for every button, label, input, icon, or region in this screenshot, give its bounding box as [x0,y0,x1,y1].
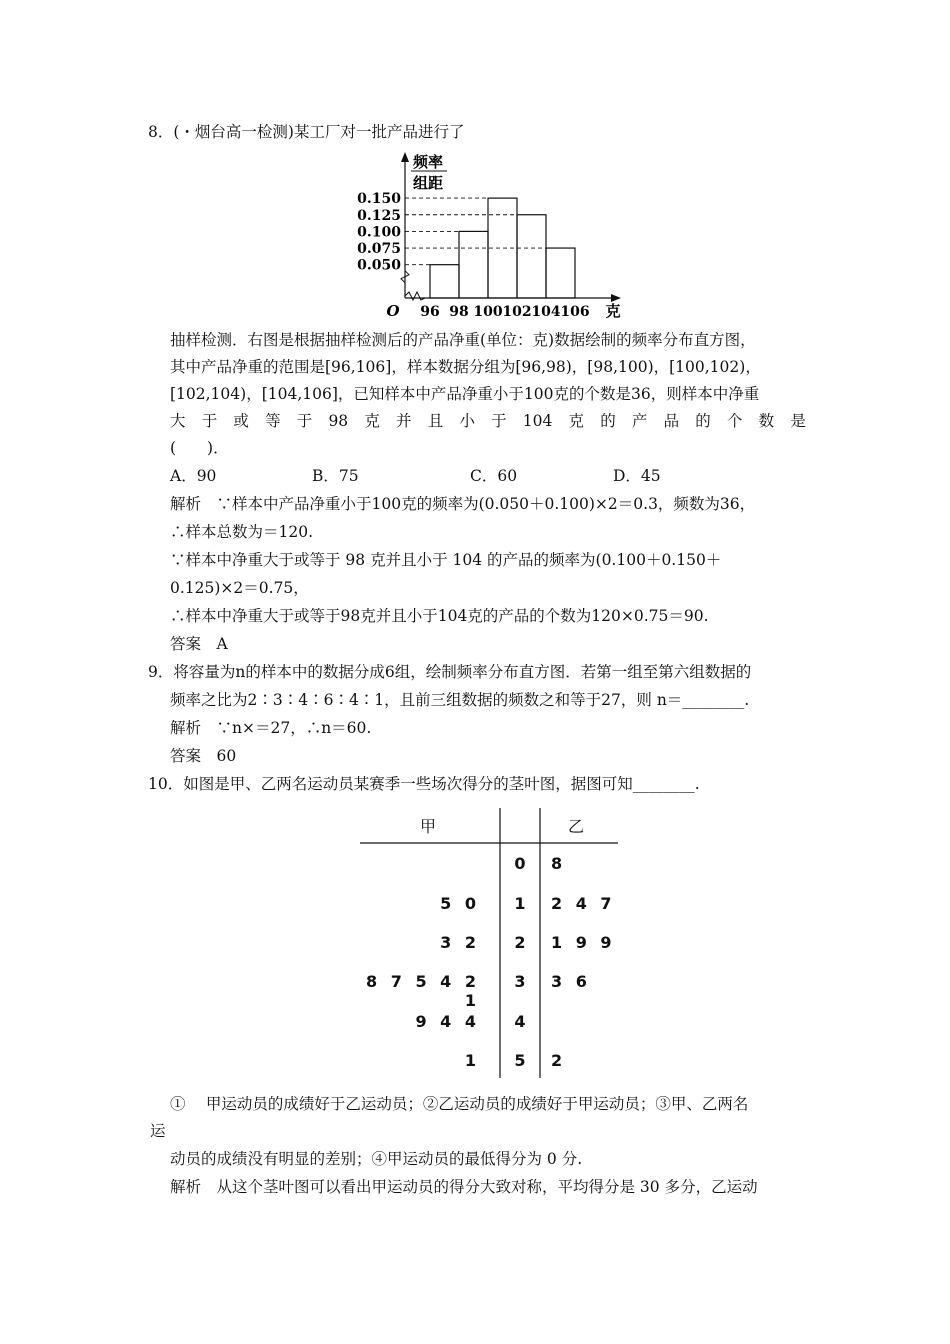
q10-options-line-1: ① 甲运动员的成绩好于乙运动员；②乙运动员的成绩好于甲运动员；③甲、乙两名 [170,1095,749,1113]
q8-stem-first-line: 8．(・烟台高一检测)某工厂对一批产品进行了 [148,123,465,141]
stemleaf-left-leaves: 8 7 5 4 2 1 [366,972,480,1010]
q8-solution-line-3: ∵样本中净重大于或等于 98 克并且小于 104 的产品的频率为(0.100＋0.150＋ [170,551,722,569]
word: 的 [600,412,616,430]
word: 于 [296,412,313,430]
stemleaf-left-leaves: 3 2 [440,933,480,952]
x-axis-break [405,292,425,300]
q9-text-line-2: 频率之比为2∶3∶4∶6∶4∶1，且前三组数据的频数之和等于27，则 n＝________. [170,691,750,709]
q10-options-line-2: 动员的成绩没有明显的差别；④甲运动员的最低得分为 0 分. [170,1150,583,1168]
word: 品 [663,412,680,430]
x-tick-label: 106 [560,304,590,320]
x-tick-label: 102 [502,304,532,320]
word: 产 [631,412,648,430]
y-axis-label-bottom: 组距 [413,174,444,192]
x-tick-label: 98 [449,304,469,320]
word: 104 [522,412,553,430]
stemleaf-right-leaves: 3 6 [551,972,591,991]
option-a: A．90 [170,467,217,485]
word: 克 [568,412,585,430]
q8-text-line-3: [102,104)，[104,106]，已知样本中产品净重小于100克的个数是36，则样本中净重 [170,385,760,403]
word: 98 [328,412,349,430]
option-d: D．45 [613,467,661,485]
stemleaf-right-leaves: 2 4 7 [551,894,616,913]
word: 的 [695,412,711,430]
histogram-bar [459,231,488,298]
stemleaf-right-leaves: 8 [551,854,567,873]
q8-text-line-4 [170,411,806,431]
stemleaf-stem: 4 [514,1012,526,1031]
q8-options [170,466,770,486]
x-tick-label: 100 [473,304,503,320]
q10-solution: 解析 从这个茎叶图可以看出甲运动员的得分大致对称，平均得分是 30 多分，乙运动 [170,1178,758,1196]
frequency-histogram [355,152,625,322]
x-axis-label: 克 [605,302,621,320]
q9-answer: 答案 60 [170,747,237,765]
y-axis-arrow [401,152,409,162]
stemleaf-right-leaves: 1 9 9 [551,933,616,952]
stemleaf-stem: 2 [514,933,526,952]
word: 小 [459,412,475,430]
q8-text-line-5: ( )． [170,439,229,457]
word: 或 [233,412,249,430]
q10-options-line-1-wrap: 运 [150,1122,166,1140]
origin-label: O [386,302,400,320]
word: 于 [491,412,507,430]
stem-and-leaf-plot [360,808,620,1080]
word: 个 [726,412,743,430]
q8-solution-line-1: 解析 ∵样本中产品净重小于100克的频率为(0.050＋0.100)×2＝0.3，频数为36， [170,495,756,513]
histogram-bar [430,265,459,298]
y-tick-label: 0.100 [357,224,401,241]
stemleaf-left-leaves: 1 [464,1051,480,1070]
stemleaf-left-leaves: 9 4 4 [415,1012,480,1031]
x-axis-arrow [611,294,621,302]
stemleaf-stem: 1 [514,894,526,913]
stemleaf-stem: 3 [514,972,526,991]
stemleaf-stem: 0 [514,854,526,873]
q8-text-line-1: 抽样检测．右图是根据抽样检测后的产品净重(单位：克)数据绘制的频率分布直方图， [170,331,756,349]
q8-solution-line-4: 0.125)×2＝0.75， [170,579,309,597]
stemleaf-stem: 5 [514,1051,526,1070]
histogram-bar [517,215,546,298]
q8-solution-line-5: ∴样本中净重大于或等于98克并且小于104克的产品的个数为120×0.75＝90. [170,607,709,625]
stemleaf-right-leaves: 2 [551,1051,567,1070]
word: 是 [790,412,806,430]
word: 大 [170,412,186,430]
option-b: B．75 [312,467,359,485]
y-tick-label: 0.125 [357,207,401,224]
q8-solution-line-2: ∴样本总数为＝120. [170,523,314,541]
q9-text-line-1: 9．将容量为n的样本中的数据分成6组，绘制频率分布直方图．若第一组至第六组数据的 [148,663,752,681]
y-tick-label: 0.050 [357,257,401,274]
histogram-bar [546,248,575,298]
y-tick-label: 0.150 [357,191,401,208]
x-tick-label: 96 [420,304,440,320]
q8-text-line-2: 其中产品净重的范围是[96,106]，样本数据分组为[96,98)，[98,100)，[100,102)， [170,358,761,376]
y-tick-label: 0.075 [357,241,401,258]
word: 于 [201,412,218,430]
word: 克 [364,412,380,430]
q9-solution: 解析 ∵n×＝27，∴n＝60. [170,719,372,737]
y-axis-label-top: 频率 [413,153,444,171]
word: 并 [396,412,412,430]
word: 等 [265,412,281,430]
q8-answer: 答案 A [170,635,228,653]
stemleaf-right-title: 乙 [568,817,585,836]
word: 数 [758,412,775,430]
x-tick-label: 104 [531,304,561,320]
option-c: C．60 [470,467,518,485]
q10-text-line-1: 10．如图是甲、乙两名运动员某赛季一些场次得分的茎叶图，据图可知________. [148,775,700,793]
stemleaf-left-leaves: 5 0 [440,894,480,913]
word: 且 [427,412,444,430]
stemleaf-left-title: 甲 [420,817,437,836]
